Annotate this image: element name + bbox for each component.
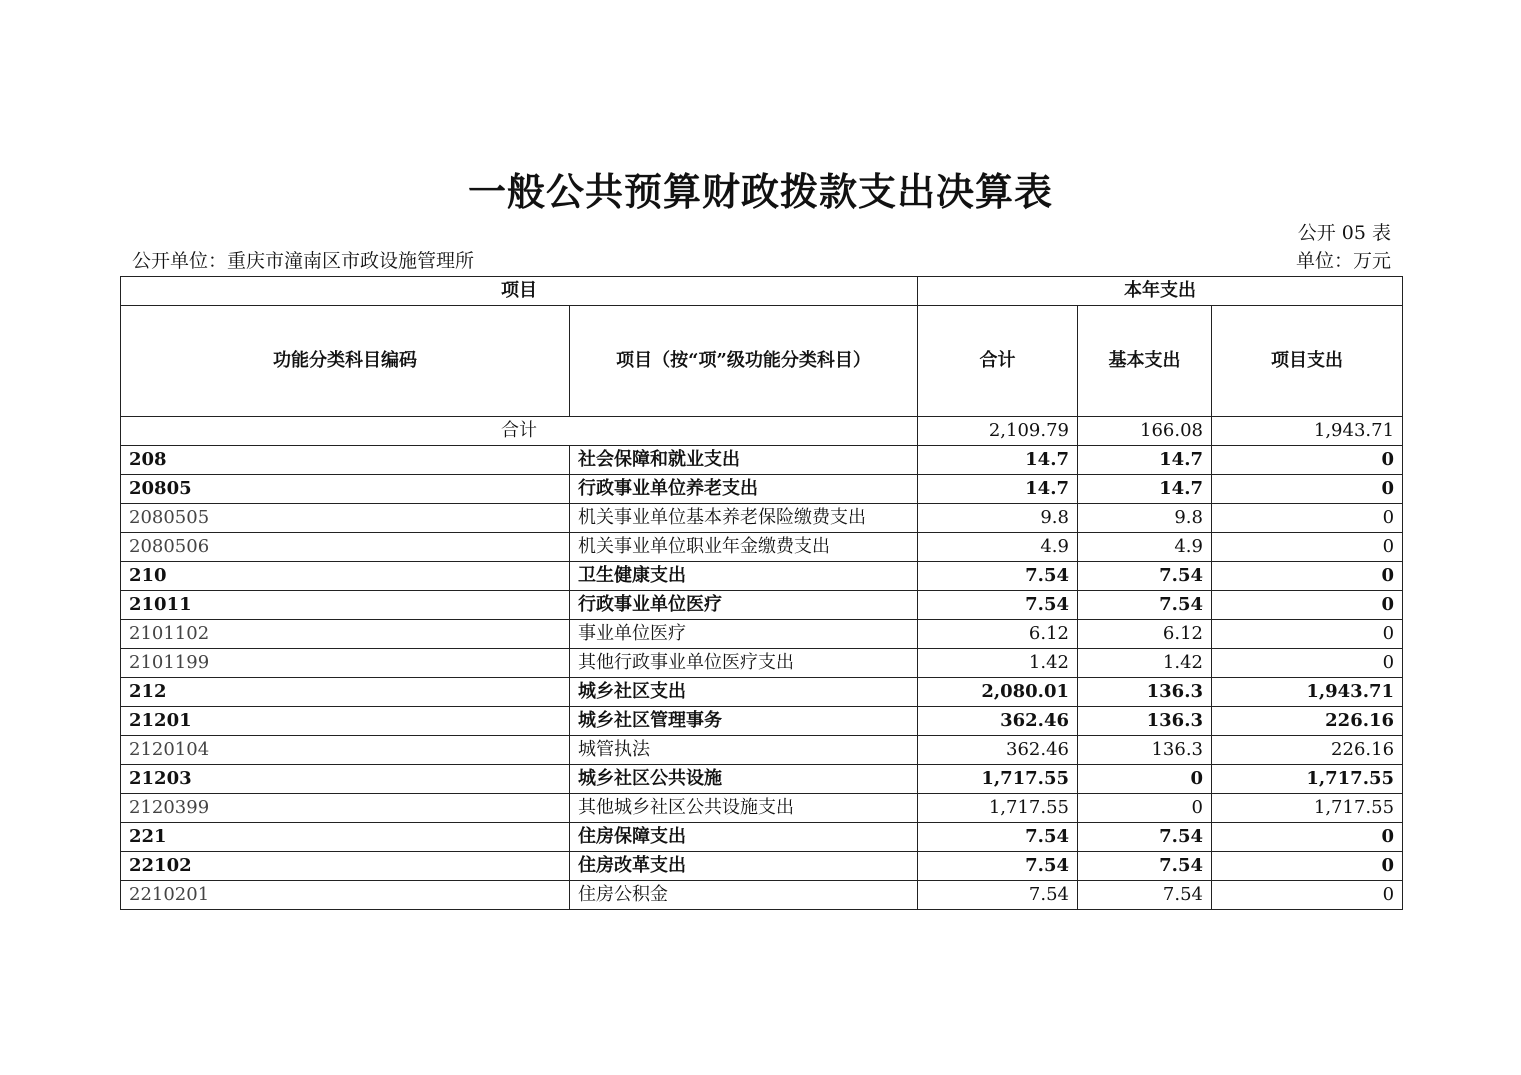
row-total: 9.8 — [918, 504, 1078, 533]
header-total: 合计 — [918, 306, 1078, 417]
row-total: 7.54 — [918, 591, 1078, 620]
page-title: 一般公共预算财政拨款支出决算表 — [467, 169, 1053, 214]
table-row — [121, 823, 1403, 852]
row-basic: 14.7 — [1078, 446, 1212, 475]
row-name: 其他城乡社区公共设施支出 — [570, 794, 918, 823]
row-basic: 136.3 — [1078, 736, 1212, 765]
row-code: 21201 — [121, 707, 570, 736]
row-code: 20805 — [121, 475, 570, 504]
row-total: 7.54 — [918, 562, 1078, 591]
table-row — [121, 562, 1403, 591]
row-project: 0 — [1212, 504, 1403, 533]
header-item: 项目（按“项”级功能分类科目） — [570, 306, 918, 417]
row-total: 1,717.55 — [918, 765, 1078, 794]
row-project: 0 — [1212, 649, 1403, 678]
row-code: 2101102 — [121, 620, 570, 649]
total-basic: 166.08 — [1078, 417, 1212, 446]
row-basic: 0 — [1078, 794, 1212, 823]
row-code: 208 — [121, 446, 570, 475]
row-basic: 6.12 — [1078, 620, 1212, 649]
header-row-top — [121, 277, 1403, 306]
row-basic: 7.54 — [1078, 562, 1212, 591]
row-total: 14.7 — [918, 475, 1078, 504]
total-project: 1,943.71 — [1212, 417, 1403, 446]
table-row — [121, 591, 1403, 620]
row-code: 2210201 — [121, 881, 570, 910]
row-basic: 7.54 — [1078, 823, 1212, 852]
row-name: 机关事业单位职业年金缴费支出 — [570, 533, 918, 562]
row-project: 1,943.71 — [1212, 678, 1403, 707]
total-sum: 2,109.79 — [918, 417, 1078, 446]
row-code: 2120104 — [121, 736, 570, 765]
table-body — [121, 277, 1403, 910]
row-total: 362.46 — [918, 736, 1078, 765]
header-basic: 基本支出 — [1078, 306, 1212, 417]
row-project: 0 — [1212, 823, 1403, 852]
table-row — [121, 707, 1403, 736]
row-code: 212 — [121, 678, 570, 707]
table-row — [121, 765, 1403, 794]
row-project: 0 — [1212, 852, 1403, 881]
row-name: 机关事业单位基本养老保险缴费支出 — [570, 504, 918, 533]
row-name: 城乡社区公共设施 — [570, 765, 918, 794]
table-row — [121, 881, 1403, 910]
table-row — [121, 533, 1403, 562]
row-code: 221 — [121, 823, 570, 852]
row-project: 226.16 — [1212, 707, 1403, 736]
row-total: 7.54 — [918, 852, 1078, 881]
row-basic: 7.54 — [1078, 591, 1212, 620]
header-annual-spending: 本年支出 — [918, 277, 1403, 306]
header-project-spending: 项目支出 — [1212, 306, 1403, 417]
row-name: 城管执法 — [570, 736, 918, 765]
row-name: 住房保障支出 — [570, 823, 918, 852]
table-row — [121, 736, 1403, 765]
row-total: 4.9 — [918, 533, 1078, 562]
row-project: 1,717.55 — [1212, 765, 1403, 794]
row-project: 0 — [1212, 446, 1403, 475]
row-total: 7.54 — [918, 881, 1078, 910]
row-code: 22102 — [121, 852, 570, 881]
table-row — [121, 620, 1403, 649]
row-total: 2,080.01 — [918, 678, 1078, 707]
row-name: 城乡社区支出 — [570, 678, 918, 707]
row-code: 2101199 — [121, 649, 570, 678]
row-name: 事业单位医疗 — [570, 620, 918, 649]
row-basic: 7.54 — [1078, 852, 1212, 881]
row-name: 其他行政事业单位医疗支出 — [570, 649, 918, 678]
row-basic: 136.3 — [1078, 707, 1212, 736]
budget-table — [120, 276, 1403, 910]
row-project: 0 — [1212, 562, 1403, 591]
row-total: 1,717.55 — [918, 794, 1078, 823]
table-row — [121, 649, 1403, 678]
publishing-unit: 公开单位：重庆市潼南区市政设施管理所 — [132, 250, 475, 272]
header-code: 功能分类科目编码 — [121, 306, 570, 417]
row-project: 0 — [1212, 881, 1403, 910]
table-row — [121, 446, 1403, 475]
row-code: 2120399 — [121, 794, 570, 823]
row-name: 行政事业单位医疗 — [570, 591, 918, 620]
row-name: 住房公积金 — [570, 881, 918, 910]
row-name: 卫生健康支出 — [570, 562, 918, 591]
table-row — [121, 475, 1403, 504]
row-project: 226.16 — [1212, 736, 1403, 765]
row-basic: 4.9 — [1078, 533, 1212, 562]
row-name: 行政事业单位养老支出 — [570, 475, 918, 504]
row-total: 362.46 — [918, 707, 1078, 736]
row-total: 7.54 — [918, 823, 1078, 852]
table-row — [121, 678, 1403, 707]
row-project: 0 — [1212, 533, 1403, 562]
row-code: 210 — [121, 562, 570, 591]
row-basic: 0 — [1078, 765, 1212, 794]
row-project: 0 — [1212, 591, 1403, 620]
total-row — [121, 417, 1403, 446]
row-name: 城乡社区管理事务 — [570, 707, 918, 736]
row-total: 14.7 — [918, 446, 1078, 475]
row-name: 社会保障和就业支出 — [570, 446, 918, 475]
form-number: 公开 05 表 — [1297, 222, 1391, 244]
row-code: 2080505 — [121, 504, 570, 533]
row-total: 1.42 — [918, 649, 1078, 678]
row-basic: 1.42 — [1078, 649, 1212, 678]
row-project: 1,717.55 — [1212, 794, 1403, 823]
header-row-sub — [121, 306, 1403, 417]
money-unit: 单位：万元 — [1295, 250, 1391, 272]
row-basic: 14.7 — [1078, 475, 1212, 504]
row-basic: 9.8 — [1078, 504, 1212, 533]
row-basic: 7.54 — [1078, 881, 1212, 910]
row-name: 住房改革支出 — [570, 852, 918, 881]
row-code: 2080506 — [121, 533, 570, 562]
row-project: 0 — [1212, 620, 1403, 649]
row-project: 0 — [1212, 475, 1403, 504]
row-code: 21203 — [121, 765, 570, 794]
table-row — [121, 852, 1403, 881]
header-project: 项目 — [121, 277, 918, 306]
table-row — [121, 794, 1403, 823]
total-label: 合计 — [121, 417, 918, 446]
row-code: 21011 — [121, 591, 570, 620]
row-total: 6.12 — [918, 620, 1078, 649]
table-row — [121, 504, 1403, 533]
row-basic: 136.3 — [1078, 678, 1212, 707]
